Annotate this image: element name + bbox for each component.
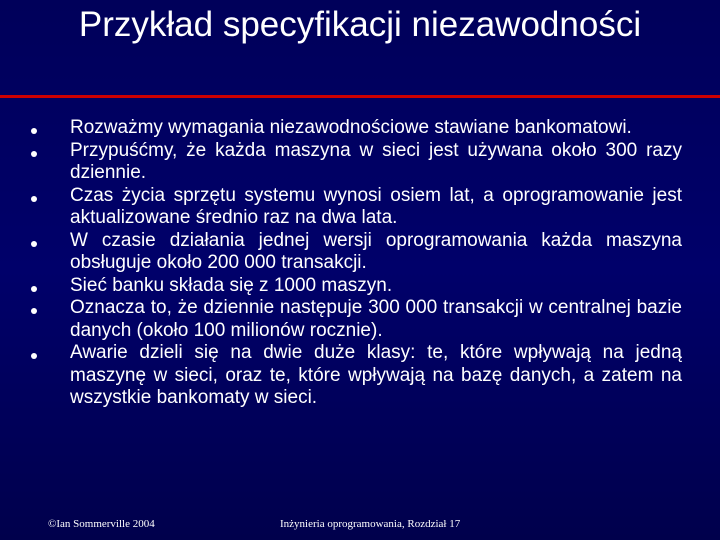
bullet-text: Oznacza to, że dziennie następuje 300 000 transakcji w centralnej bazie danych (około 100 milionów rocznie). xyxy=(70,297,682,341)
bullet-dot-icon xyxy=(31,196,37,202)
slide-title: Przykład specyfikacji niezawodności xyxy=(78,5,642,44)
bullet-item xyxy=(28,140,682,185)
bullet-dot-icon xyxy=(31,241,37,247)
title-divider xyxy=(0,95,720,98)
bullet-text: Czas życia sprzętu systemu wynosi osiem lat, a oprogramowanie jest aktualizowane średnio raz na dwa lata. xyxy=(70,184,682,228)
bullet-item xyxy=(28,275,682,298)
bullet-item xyxy=(28,230,682,275)
bullet-dot-icon xyxy=(31,353,37,359)
footer-copyright: ©Ian Sommerville 2004 xyxy=(48,518,155,530)
bullet-text: Sieć banku składa się z 1000 maszyn. xyxy=(70,274,393,296)
bullet-item xyxy=(28,117,682,140)
bullet-item xyxy=(28,342,682,410)
bullet-item xyxy=(28,297,682,342)
bullet-text: Przypuśćmy, że każda maszyna w sieci jest używana około 300 razy dziennie. xyxy=(70,139,682,183)
bullet-dot-icon xyxy=(31,286,37,292)
bullet-dot-icon xyxy=(31,308,37,314)
footer-chapter: Inżynieria oprogramowania, Rozdział 17 xyxy=(280,518,461,530)
bullet-text: Awarie dzieli się na dwie duże klasy: te, które wpływają na jedną maszynę w sieci, oraz te, które wpływają na bazę danych, a zatem na wszystkie bankomaty w sieci. xyxy=(70,342,682,408)
bullet-dot-icon xyxy=(31,128,37,134)
bullet-text: Rozważmy wymagania niezawodnościowe stawiane bankomatowi. xyxy=(70,117,632,138)
bullet-dot-icon xyxy=(31,151,37,157)
bullet-item xyxy=(28,185,682,230)
bullet-text: W czasie działania jednej wersji oprogramowania każda maszyna obsługuje około 200 000 transakcji. xyxy=(70,229,682,273)
bullet-list xyxy=(28,117,682,410)
